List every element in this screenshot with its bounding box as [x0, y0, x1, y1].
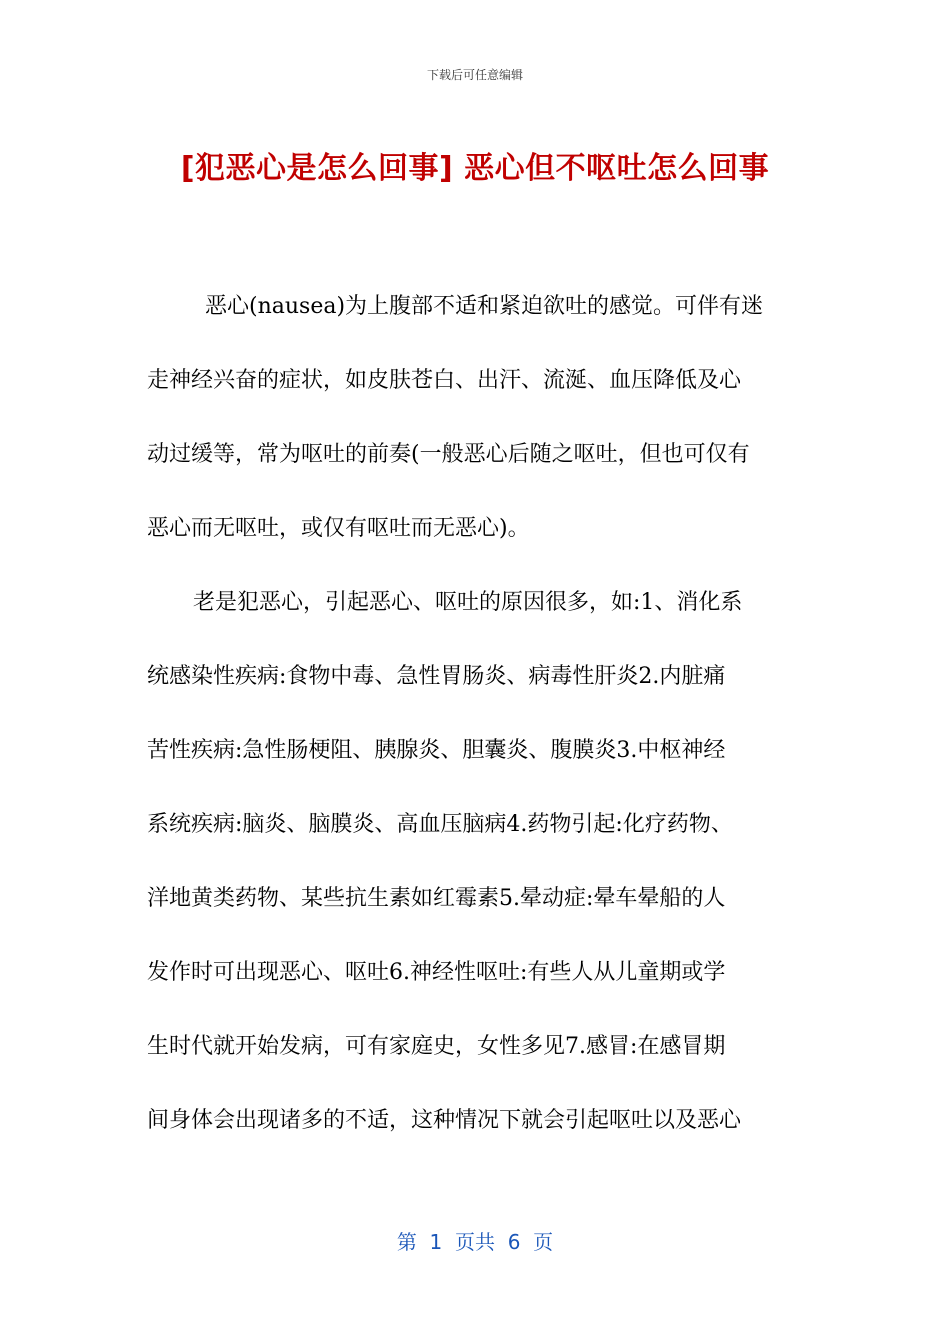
paragraph-line: 苦性疾病:急性肠梗阻、胰腺炎、胆囊炎、腹膜炎3.中枢神经: [147, 738, 726, 763]
paragraph-line: 老是犯恶心，引起恶心、呕吐的原因很多，如:1、消化系: [193, 590, 743, 615]
paragraph-line: 生时代就开始发病，可有家庭史，女性多见7.感冒:在感冒期: [147, 1034, 726, 1059]
paragraph-1: [147, 270, 807, 566]
paragraph-line: 恶心而无呕吐，或仅有呕吐而无恶心)。: [147, 516, 530, 541]
page-footer: 第 1 页共 6 页: [396, 1230, 554, 1254]
header-note: 下载后可任意编辑: [426, 68, 523, 82]
paragraph-line: 走神经兴奋的症状，如皮肤苍白、出汗、流涎、血压降低及心: [147, 368, 742, 393]
paragraph-line: 间身体会出现诸多的不适，这种情况下就会引起呕吐以及恶心: [147, 1108, 742, 1133]
paragraph-line: 动过缓等，常为呕吐的前奏(一般恶心后随之呕吐，但也可仅有: [147, 442, 750, 467]
paragraph-line: 发作时可出现恶心、呕吐6.神经性呕吐:有些人从儿童期或学: [147, 960, 726, 985]
document-body: [147, 270, 807, 1158]
paragraph-2: [147, 566, 807, 1158]
paragraph-line: 系统疾病:脑炎、脑膜炎、高血压脑病4.药物引起:化疗药物、: [147, 812, 733, 837]
paragraph-line: 洋地黄类药物、某些抗生素如红霉素5.晕动症:晕车晕船的人: [147, 886, 726, 911]
paragraph-line: 恶心(nausea)为上腹部不适和紧迫欲吐的感觉。可伴有迷: [205, 294, 764, 319]
page-title: [犯恶心是怎么回事] 恶心但不呕吐怎么回事: [180, 151, 770, 186]
paragraph-line: 统感染性疾病:食物中毒、急性胃肠炎、病毒性肝炎2.内脏痛: [147, 664, 726, 689]
